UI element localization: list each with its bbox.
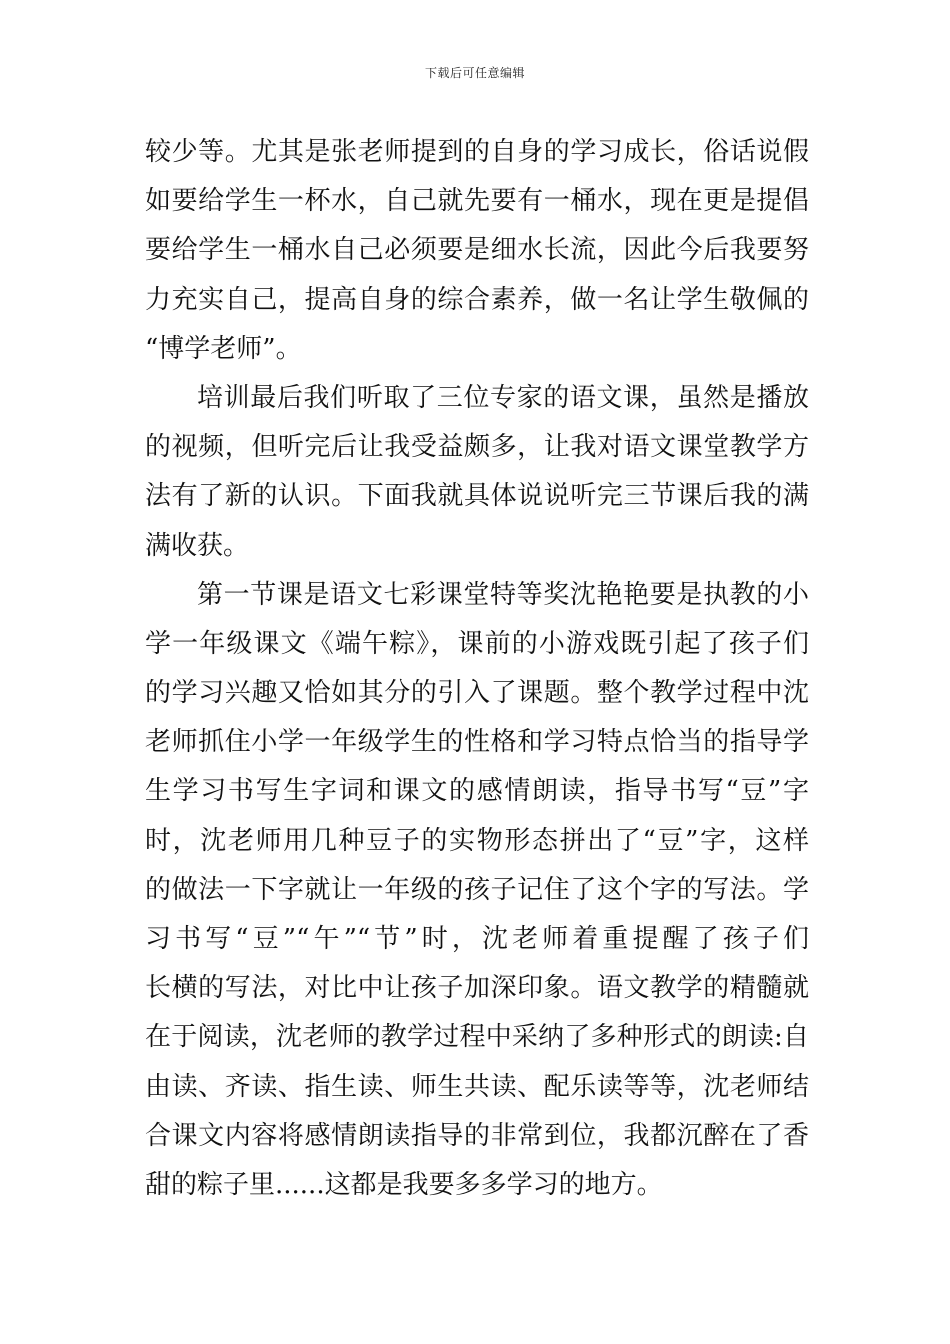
text-line: 第一节课是语文七彩课堂特等奖沈艳艳要是执教的小 bbox=[197, 579, 809, 610]
text-line: 较少等。尤其是张老师提到的自身的学习成长，俗话说假 bbox=[145, 137, 809, 167]
text-line: 习书写“豆”“午”“节”时，沈老师着重提醒了孩子们 bbox=[145, 924, 809, 954]
text-line: 力充实自己，提高自身的综合素养，做一名让学生敬佩的 bbox=[145, 284, 809, 315]
text-line: 生学习书写生字词和课文的感情朗读，指导书写“豆”字 bbox=[145, 776, 809, 807]
text-line: 培训最后我们听取了三位专家的语文课，虽然是播放 bbox=[197, 382, 809, 413]
body-text bbox=[145, 128, 809, 1210]
text-line: 长横的写法，对比中让孩子加深印象。语文教学的精髓就 bbox=[145, 973, 809, 1004]
text-line: 的视频，但听完后让我受益颇多，让我对语文课堂教学方 bbox=[145, 432, 809, 463]
text-line: 在于阅读，沈老师的教学过程中采纳了多种形式的朗读:自 bbox=[145, 1022, 809, 1053]
text-line: 要给学生一桶水自己必须要是细水长流，因此今后我要努 bbox=[145, 235, 809, 266]
text-line: 的做法一下字就让一年级的孩子记住了这个字的写法。学 bbox=[145, 874, 809, 905]
text-line: 学一年级课文《端午粽》，课前的小游戏既引起了孩子们 bbox=[145, 628, 809, 659]
page-header: 下载后可任意编辑 bbox=[424, 66, 525, 80]
text-line: 由读、齐读、指生读、师生共读、配乐读等等，沈老师结 bbox=[145, 1071, 809, 1102]
text-line: 法有了新的认识。下面我就具体说说听完三节课后我的满 bbox=[145, 481, 809, 512]
text-line: 老师抓住小学一年级学生的性格和学习特点恰当的指导学 bbox=[145, 727, 809, 758]
text-line: 时，沈老师用几种豆子的实物形态拼出了“豆”字，这样 bbox=[145, 825, 809, 856]
text-line: 如要给学生一杯水，自己就先要有一桶水，现在更是提倡 bbox=[145, 186, 809, 217]
text-line: 的学习兴趣又恰如其分的引入了课题。整个教学过程中沈 bbox=[145, 678, 809, 709]
text-line: 满收获。 bbox=[145, 530, 250, 561]
text-line: 甜的粽子里......这都是我要多多学习的地方。 bbox=[145, 1169, 663, 1200]
text-line: “博学老师”。 bbox=[145, 333, 302, 364]
text-line: 合课文内容将感情朗读指导的非常到位，我都沉醉在了香 bbox=[145, 1120, 809, 1151]
